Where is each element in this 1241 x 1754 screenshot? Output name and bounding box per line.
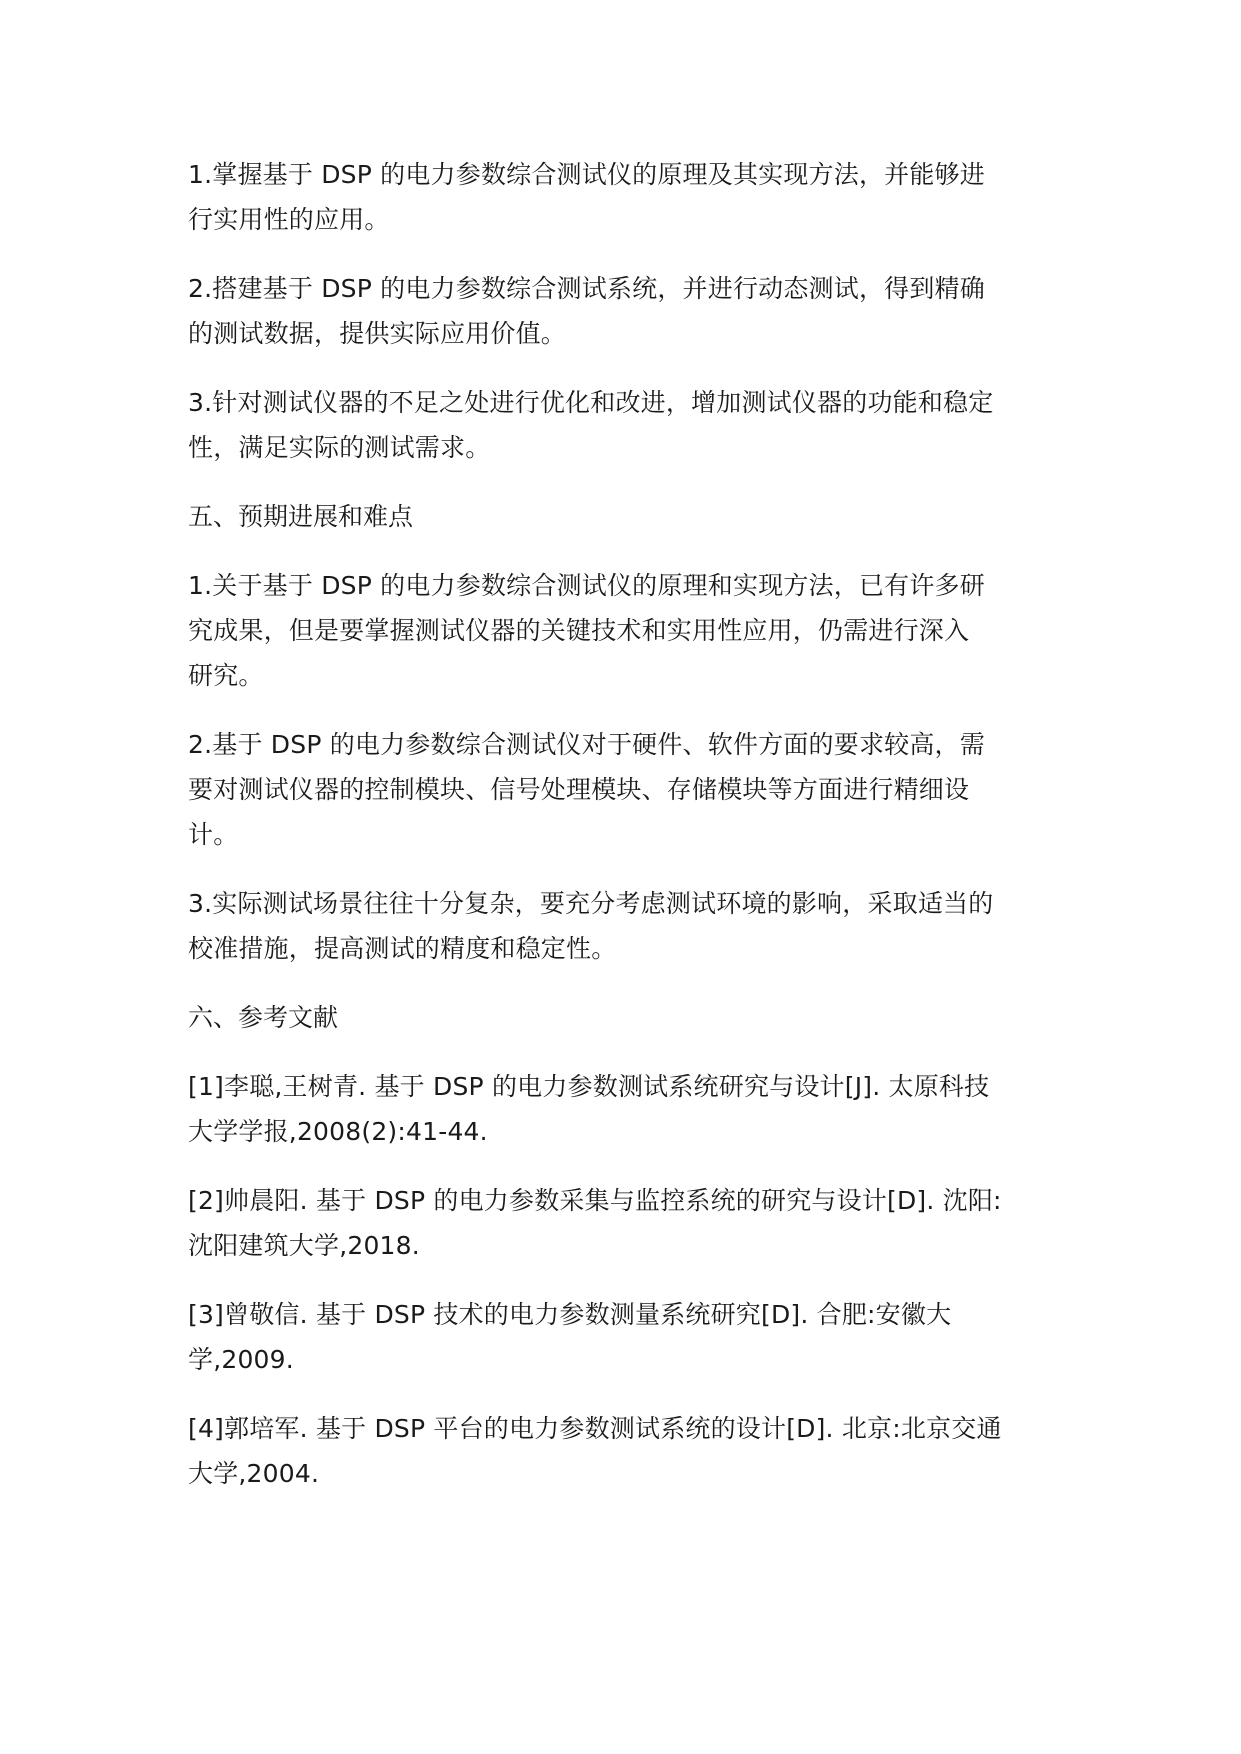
section-6-heading: 六、参考文献 (188, 1003, 339, 1032)
objective-1: 1.掌握基于 DSP 的电力参数综合测试仪的原理及其实现方法，并能够进 行实用性的应用。 (188, 160, 985, 234)
section-5-heading: 五、预期进展和难点 (188, 502, 414, 531)
reference-1: [1]李聪,王树青. 基于 DSP 的电力参数测试系统研究与设计[J]. 太原科技 大学学报,2008(2):41-44. (188, 1072, 990, 1146)
section-5-item-3: 3.实际测试场景往往十分复杂，要充分考虑测试环境的影响，采取适当的 校准措施，提高测试的精度和稳定性。 (188, 889, 994, 963)
objective-2: 2.搭建基于 DSP 的电力参数综合测试系统，并进行动态测试，得到精确 的测试数据，提供实际应用价值。 (188, 274, 985, 348)
reference-2: [2]帅晨阳. 基于 DSP 的电力参数采集与监控系统的研究与设计[D]. 沈阳: 沈阳建筑大学,2018. (188, 1186, 1002, 1260)
document-page (188, 152, 1068, 1520)
section-5-item-2: 2.基于 DSP 的电力参数综合测试仪对于硬件、软件方面的要求较高，需 要对测试仪器的控制模块、信号处理模块、存储模块等方面进行精细设 计。 (188, 730, 985, 849)
reference-3: [3]曾敬信. 基于 DSP 技术的电力参数测量系统研究[D]. 合肥:安徽大 学,2009. (188, 1300, 952, 1374)
objective-3: 3.针对测试仪器的不足之处进行优化和改进，增加测试仪器的功能和稳定 性，满足实际的测试需求。 (188, 388, 994, 462)
reference-4: [4]郭培军. 基于 DSP 平台的电力参数测试系统的设计[D]. 北京:北京交通 大学,2004. (188, 1414, 1002, 1488)
section-5-item-1: 1.关于基于 DSP 的电力参数综合测试仪的原理和实现方法，已有许多研 究成果，但是要掌握测试仪器的关键技术和实用性应用，仍需进行深入 研究。 (188, 571, 985, 690)
